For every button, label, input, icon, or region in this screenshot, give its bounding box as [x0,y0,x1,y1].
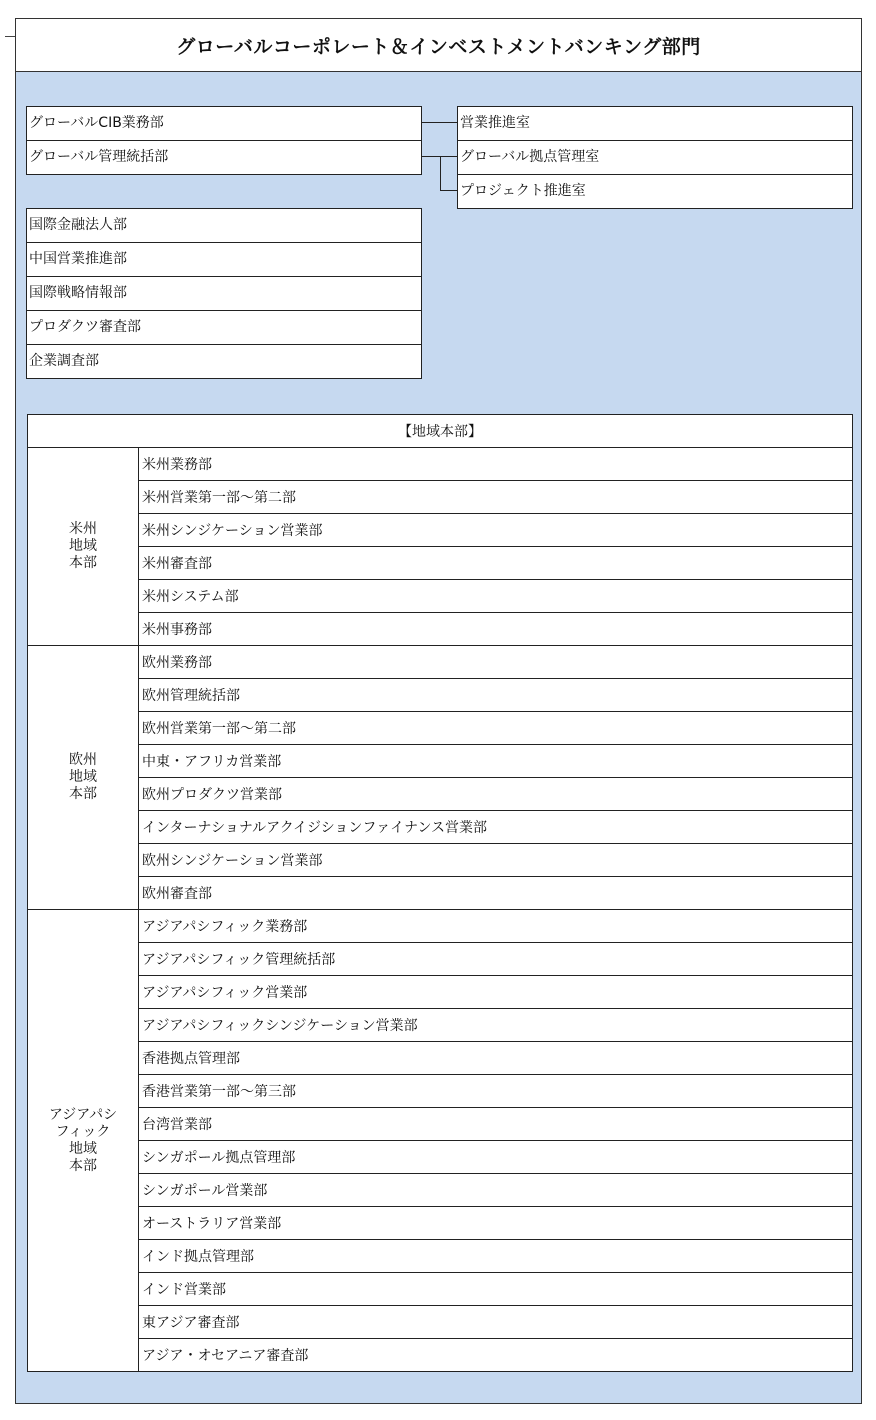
table-row [28,679,853,712]
table-row [28,1306,853,1339]
office-box-project: プロジェクト推進室 [457,174,853,209]
department-cell: シンガポール拠点管理部 [139,1141,853,1174]
dept-box: 企業調査部 [26,344,422,379]
department-cell: アジアパシフィック管理統括部 [139,943,853,976]
dept-box-global-admin: グローバル管理統括部 [26,140,422,175]
dept-box: プロダクツ審査部 [26,310,422,345]
department-cell: 欧州プロダクツ営業部 [139,778,853,811]
department-cell: 東アジア審査部 [139,1306,853,1339]
department-cell: 台湾営業部 [139,1108,853,1141]
table-row [28,448,853,481]
department-cell: 欧州審査部 [139,877,853,910]
department-cell: 香港営業第一部～第三部 [139,1075,853,1108]
region-asia-pacific: アジアパシ フィック 地域 本部 [28,910,139,1372]
table-row [28,1174,853,1207]
department-cell: アジアパシフィック営業部 [139,976,853,1009]
table-row [28,547,853,580]
table-row [28,778,853,811]
department-cell: 米州システム部 [139,580,853,613]
dept-box-global-cib: グローバルCIB業務部 [26,106,422,141]
table-row [28,877,853,910]
table-row [28,1339,853,1372]
table-row [28,1108,853,1141]
regional-header: 【地域本部】 [28,415,853,448]
table-row [28,646,853,679]
department-cell: 米州事務部 [139,613,853,646]
office-box-sales-promotion: 営業推進室 [457,106,853,141]
table-row [28,580,853,613]
department-cell: 米州営業第一部～第二部 [139,481,853,514]
table-row [28,1240,853,1273]
department-cell: 欧州業務部 [139,646,853,679]
department-cell: 欧州シンジケーション営業部 [139,844,853,877]
connector-line [422,122,458,123]
region-europe: 欧州 地域 本部 [28,646,139,910]
dept-box: 国際金融法人部 [26,208,422,243]
department-cell: 米州業務部 [139,448,853,481]
margin-tick [5,36,15,37]
table-header-row [28,415,853,448]
table-row [28,1207,853,1240]
table-row [28,613,853,646]
org-chart-frame [15,18,862,1404]
department-cell: インド営業部 [139,1273,853,1306]
connector-line [440,156,441,191]
regional-hq-table [27,414,853,1372]
table-row [28,1141,853,1174]
department-cell: アジアパシフィック業務部 [139,910,853,943]
department-cell: アジアパシフィックシンジケーション営業部 [139,1009,853,1042]
department-cell: アジア・オセアニア審査部 [139,1339,853,1372]
dept-box: 中国営業推進部 [26,242,422,277]
department-cell: 香港拠点管理部 [139,1042,853,1075]
table-row [28,712,853,745]
table-row [28,943,853,976]
table-row [28,976,853,1009]
table-row [28,1075,853,1108]
connector-line [440,190,458,191]
table-row [28,1273,853,1306]
department-cell: インド拠点管理部 [139,1240,853,1273]
table-row [28,1009,853,1042]
dept-box: 国際戦略情報部 [26,276,422,311]
table-row [28,811,853,844]
office-box-global-base: グローバル拠点管理室 [457,140,853,175]
department-cell: 米州審査部 [139,547,853,580]
table-row [28,844,853,877]
department-cell: 米州シンジケーション営業部 [139,514,853,547]
department-cell: オーストラリア営業部 [139,1207,853,1240]
table-row [28,1042,853,1075]
table-row [28,910,853,943]
department-cell: インターナショナルアクイジションファイナンス営業部 [139,811,853,844]
department-cell: シンガポール営業部 [139,1174,853,1207]
department-cell: 欧州営業第一部～第二部 [139,712,853,745]
table-row [28,745,853,778]
table-row [28,514,853,547]
region-americas: 米州 地域 本部 [28,448,139,646]
table-row [28,481,853,514]
department-cell: 欧州管理統括部 [139,679,853,712]
page-title: グローバルコーポレート＆インベストメントバンキング部門 [16,19,861,72]
department-cell: 中東・アフリカ営業部 [139,745,853,778]
